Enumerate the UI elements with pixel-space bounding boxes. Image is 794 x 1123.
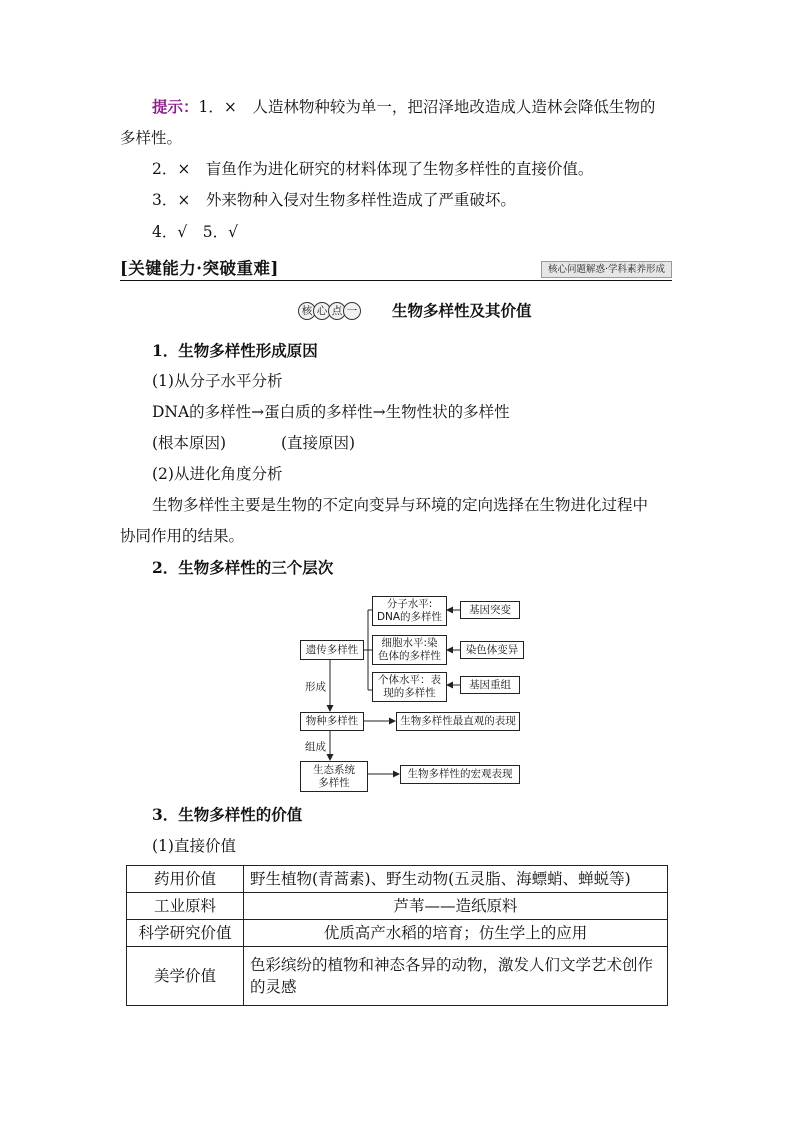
- box-molecular: 分子水平: DNA的多样性: [372, 596, 447, 626]
- badge-char: 点: [328, 302, 346, 320]
- table-cell-desc: 芦苇——造纸原料: [244, 893, 668, 920]
- subheading-3-1: (1)直接价值: [152, 837, 236, 855]
- evo-text-2: 协同作用的结果。: [120, 527, 245, 545]
- hint-item-4-5: 4．√ 5．√: [152, 223, 238, 241]
- table-cell-name: 工业原料: [127, 893, 244, 920]
- section-header: [120, 258, 672, 281]
- table-cell-desc-line-2: 的灵感: [250, 978, 297, 996]
- table-cell-desc: 野生植物(青蒿素)、野生动物(五灵脂、海螵蛸、蝉蜕等): [244, 866, 668, 893]
- table-row: [127, 893, 668, 920]
- table-cell-desc: 优质高产水稻的培育；仿生学上的应用: [244, 920, 668, 947]
- hint-line-1-cont: 多样性。: [120, 129, 183, 147]
- box-ecosystem-note: 生物多样性的宏观表现: [400, 765, 520, 784]
- table-row: [127, 920, 668, 947]
- hint-item-2: 2．× 盲鱼作为进化研究的材料体现了生物多样性的直接价值。: [152, 160, 594, 178]
- section-title: [关键能力·突破重难]: [120, 259, 279, 278]
- table-cell-desc-line-1: 色彩缤纷的植物和神态各异的动物，激发人们文学艺术创作: [250, 956, 654, 974]
- cause-root: (根本原因): [152, 434, 227, 452]
- box-genetic: 遗传多样性: [300, 640, 364, 660]
- direct-value-table: [126, 865, 668, 1006]
- section-subtitle: 核心问题解惑·学科素养形成: [541, 261, 672, 278]
- table-cell-name: 药用价值: [127, 866, 244, 893]
- cause-direct: (直接原因): [281, 434, 356, 452]
- subheading-1-2: (2)从进化角度分析: [152, 465, 283, 483]
- hint-item-3: 3．× 外来物种入侵对生物多样性造成了严重破坏。: [152, 191, 516, 209]
- box-species-note: 生物多样性最直观的表现: [396, 712, 520, 731]
- box-gene-recombination: 基因重组: [460, 676, 520, 694]
- badge-char: 心: [313, 302, 331, 320]
- label-form: 形成: [305, 681, 326, 693]
- badge-char: 核: [298, 302, 316, 320]
- heading-3: 3．生物多样性的价值: [152, 805, 303, 824]
- subheading-1-1: (1)从分子水平分析: [152, 372, 283, 390]
- hint-line-1: [152, 96, 655, 118]
- table-cell-desc: [244, 947, 668, 1006]
- box-cellular: 细胞水平:染 色体的多样性: [372, 635, 447, 665]
- box-chromosome-variation: 染色体变异: [460, 641, 524, 659]
- heading-1: 1．生物多样性形成原因: [152, 341, 318, 360]
- box-individual: 个体水平：表 现的多样性: [372, 672, 447, 702]
- key-point-title: 生物多样性及其价值: [392, 301, 532, 320]
- table-row: [127, 866, 668, 893]
- diversity-levels-diagram: [296, 592, 526, 798]
- box-species: 物种多样性: [300, 712, 364, 731]
- evo-text-1: 生物多样性主要是生物的不定向变异与环境的定向选择在生物进化过程中: [152, 496, 649, 514]
- key-point-badge: [298, 302, 358, 320]
- box-ecosystem: 生态系统 多样性: [300, 761, 368, 792]
- table-cell-name: 美学价值: [127, 947, 244, 1006]
- box-gene-mutation: 基因突变: [460, 601, 520, 619]
- chain-text: DNA的多样性→蛋白质的多样性→生物性状的多样性: [152, 403, 510, 421]
- table-row: [127, 947, 668, 1006]
- heading-2: 2．生物多样性的三个层次: [152, 558, 334, 577]
- table-cell-name: 科学研究价值: [127, 920, 244, 947]
- hint-label: 提示：: [152, 97, 199, 116]
- hint-item-1: 1．× 人造林物种较为单一，把沼泽地改造成人造林会降低生物的: [198, 98, 656, 116]
- label-compose: 组成: [305, 741, 326, 753]
- badge-char: 一: [343, 302, 361, 320]
